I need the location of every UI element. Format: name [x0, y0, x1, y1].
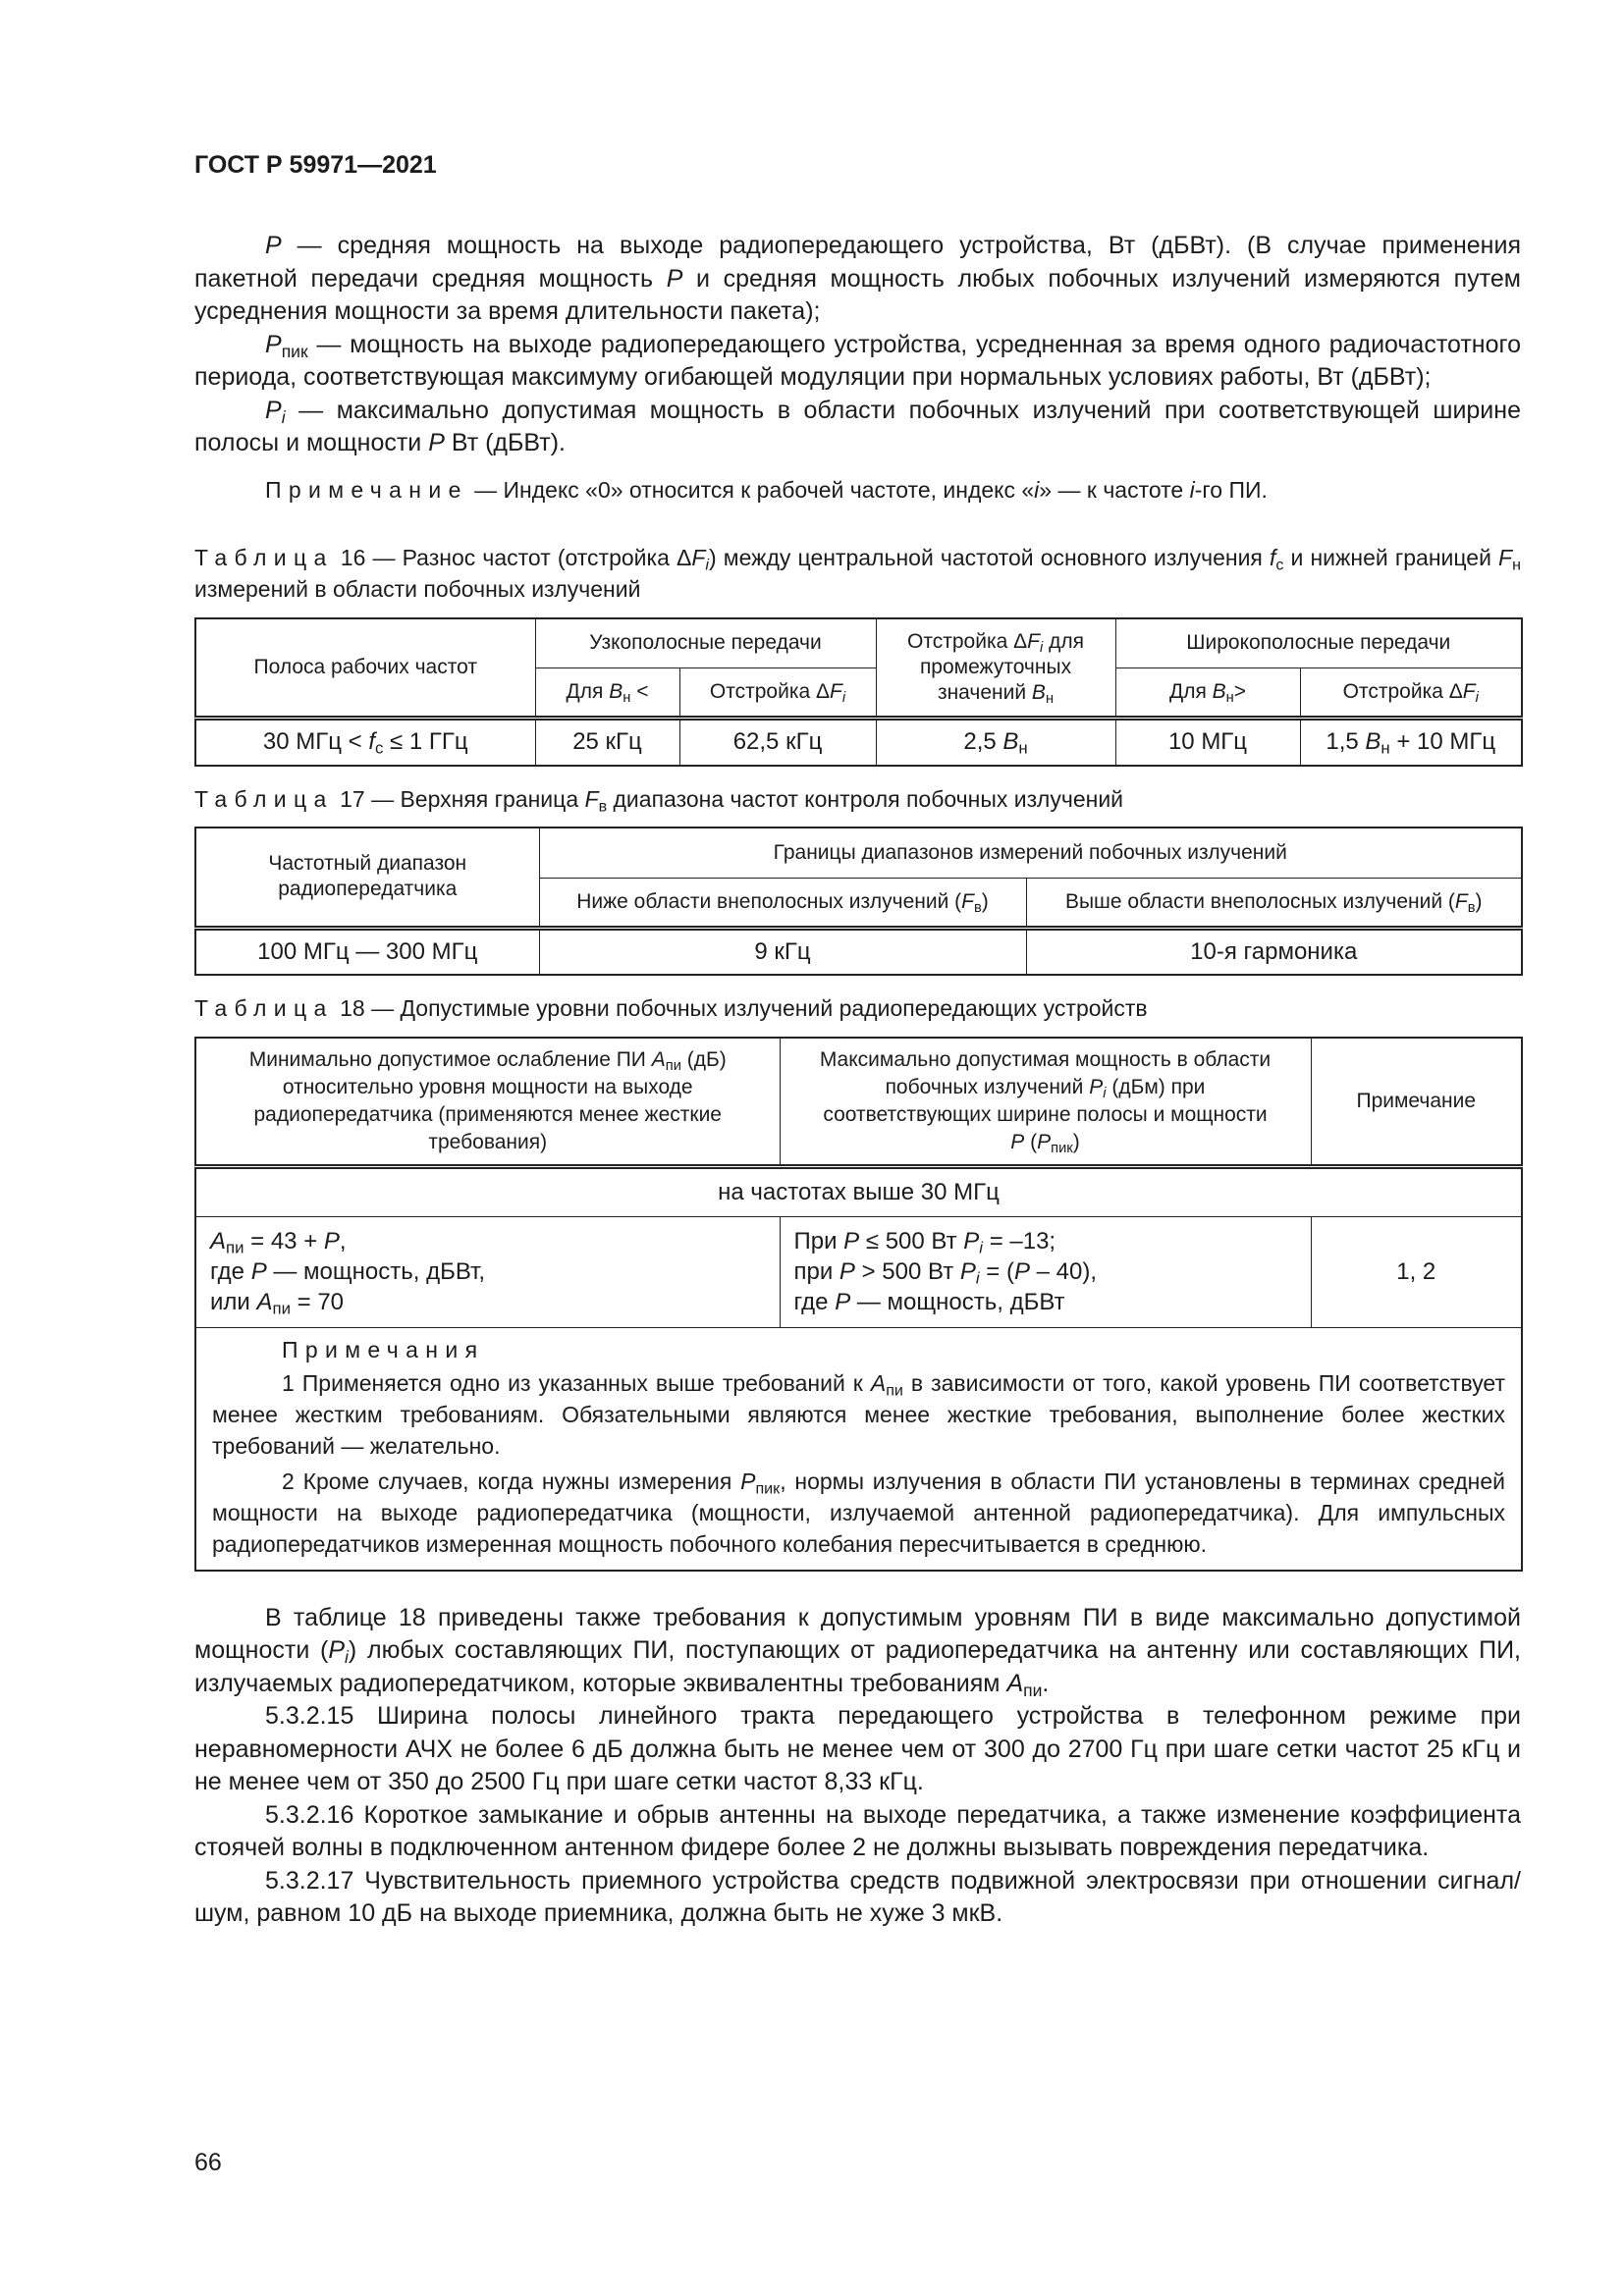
- t18-max-power-line: При P ≤ 500 Вт $P_i = -13$;: [793, 1228, 1056, 1257]
- table-header-row: [195, 1038, 1522, 1167]
- subscript: i: [979, 1238, 984, 1257]
- subscript: пик: [281, 341, 308, 361]
- definition-p: P — средняя мощность на выходе радиопередающего устройства, Вт (дБВт). (В случае применения пакетной передачи средняя мощность P и средняя мощность любых побочных излучений измеряются путем усреднения мощности за время длительности пакета);: [194, 232, 1521, 325]
- t17-cell-below: 9 кГц: [539, 928, 1026, 975]
- subscript: н: [1225, 689, 1234, 706]
- math-symbol: P: [666, 264, 683, 293]
- math-symbol: F: [961, 889, 974, 913]
- subscript: i: [1040, 639, 1044, 656]
- t16-header-intermediate: Отстройка $\Delta F_i$ для промежуточных значений $B_н$: [876, 618, 1115, 719]
- math-symbol: A: [870, 1369, 887, 1396]
- document-page: [194, 0, 1521, 1931]
- math-symbol: i: [1034, 476, 1040, 503]
- t17-header-below: Ниже области внеполосных излучений $(F_в)$: [539, 878, 1026, 928]
- math-symbol: F: [830, 679, 842, 703]
- t18-cell-remark: 1, 2: [1311, 1216, 1522, 1327]
- math-symbol: P: [835, 1289, 851, 1315]
- clause-5-3-2-17: 5.3.2.17 Чувствительность приемного устройства средств подвижной электросвязи при отношении сигнал/шум, равном 10 дБ на выходе приемника, должна быть не хуже 3 мкВ.: [194, 1866, 1521, 1927]
- t17-header-bounds: Границы диапазонов измерений побочных излучений: [539, 828, 1522, 879]
- subscript: в: [973, 899, 982, 916]
- subscript: в: [1467, 899, 1476, 916]
- subscript: н: [623, 689, 631, 706]
- math-symbol: P: [323, 1228, 340, 1255]
- subscript: i: [705, 556, 709, 573]
- math-symbol: B: [1365, 728, 1381, 755]
- math-symbol: P: [265, 232, 282, 259]
- math-symbol: P: [1089, 1075, 1104, 1098]
- t18-note-1: 1 Применяется одно из указанных выше требований к $A_{пи}$ в зависимости от того, какой уровень ПИ соответствует менее жестким требованиям. Обязательными являются менее жесткие требования, выполнение более жестких требований — желательно.: [212, 1369, 1505, 1459]
- t18-header-max-power: Максимально допустимая мощность в области побочных излучений $P_i$ (дБм) при соответствующих ширине полосы и мощности P $(P_{пик})$: [780, 1038, 1311, 1167]
- t16-cell-intermediate: 2,5 $B_н$: [876, 718, 1115, 766]
- math-symbol: B: [609, 679, 623, 703]
- t18-header-remark: Примечание: [1311, 1038, 1522, 1167]
- t18-attenuation-line: $A_{пи} = 43 + P$,: [210, 1228, 347, 1257]
- math-symbol: P: [1037, 1130, 1052, 1153]
- math-symbol: F: [584, 785, 599, 812]
- table-header-row: [195, 618, 1522, 668]
- t18-cell-max-power: [780, 1216, 1311, 1327]
- math-symbol: P: [959, 1258, 976, 1285]
- table-row: [195, 1327, 1522, 1571]
- t18-attenuation-line: или $A_{пи} = 70$: [210, 1289, 345, 1318]
- math-symbol: P: [265, 330, 282, 358]
- math-symbol: F: [1454, 889, 1468, 913]
- definitions-list: [194, 230, 1521, 460]
- t18-note-2: 2 Кроме случаев, когда нужны измерения $P_{пик}$, нормы излучения в области ПИ установлены в терминах средней мощности на выходе радиопередатчика (мощности, излучаемой антенной радиопередатчика). Для импульсных радиопередатчиков измеренная мощность побочного колебания пересчитывается в среднюю.: [212, 1468, 1506, 1557]
- spaced-label: Таблица: [194, 994, 334, 1021]
- table-16-caption: Таблица 16 — Разнос частот (отстройка $\Delta F_i$) между центральной частотой основного излучения $f_с$ и нижней границей $F_н$ измерений в области побочных излучений: [194, 544, 1521, 602]
- note-index: Примечание — Индекс «0» относится к рабочей частоте, индекс «i» — к частоте i-го ПИ.: [265, 476, 1268, 503]
- subscript: пи: [665, 1057, 681, 1074]
- t16-cell-wide-bw: 10 МГц: [1115, 718, 1300, 766]
- subscript: н: [1045, 690, 1055, 707]
- t16-header-narrow-offset: Отстройка $\Delta F_i$: [679, 667, 876, 718]
- math-symbol: A: [651, 1047, 666, 1071]
- math-symbol: P: [328, 1636, 346, 1664]
- spaced-label: Таблица: [194, 544, 334, 570]
- subscript: с: [1275, 556, 1284, 573]
- t16-header-wide-offset: Отстройка $\Delta F_i$: [1300, 667, 1522, 718]
- subscript: н: [1380, 738, 1390, 758]
- t16-cell-band: 30 МГц < $f_с \le 1$ ГГц: [195, 718, 535, 766]
- page-number: 66: [194, 2149, 222, 2176]
- t16-header-wide-bw: Для $B_н>$: [1115, 667, 1300, 718]
- math-symbol: B: [1212, 679, 1226, 703]
- math-symbol: B: [1031, 680, 1046, 704]
- table-row: [195, 1166, 1522, 1216]
- subscript: i: [281, 406, 286, 427]
- table-18-caption: Таблица 18 — Допустимые уровни побочных излучений радиопередающих устройств: [194, 994, 1148, 1021]
- clause-5-3-2-16: 5.3.2.16 Короткое замыкание и обрыв антенны на выходе передатчика, а также изменение коэффициента стоячей волны в подключенном антенном фидере более 2 не должны вызывать повреждения передатчика.: [194, 1800, 1521, 1861]
- math-symbol: F: [1462, 679, 1476, 703]
- t18-notes-title: Примечания: [282, 1336, 485, 1362]
- t18-max-power-line: где P — мощность, дБВт: [793, 1289, 1065, 1315]
- math-symbol: P: [1013, 1258, 1030, 1285]
- t18-max-power-line: при P > 500 Вт $P_i = (P - 40)$,: [793, 1258, 1098, 1288]
- t18-header-attenuation: Минимально допустимое ослабление ПИ $A_{пи}$ (дБ) относительно уровня мощности на выходе радиопередатчика (применяются менее жесткие требования): [195, 1038, 780, 1167]
- math-symbol: P: [843, 1228, 860, 1255]
- table-row: [195, 718, 1522, 766]
- t16-cell-wide-offset: 1,5 $B_н + 10$ МГц: [1300, 718, 1522, 766]
- math-symbol: P: [250, 1258, 267, 1285]
- paragraph-table-18-summary: В таблице 18 приведены также требования к допустимым уровням ПИ в виде максимально допустимой мощности $(P_i)$ любых составляющих ПИ, поступающих от радиопередатчика на антенну или составляющих ПИ, излучаемых радиопередатчиком, которые эквивалентны требованиям $A_{пи}$.: [194, 1603, 1521, 1700]
- subscript: i: [345, 1646, 349, 1667]
- table-row: [195, 928, 1522, 975]
- subscript: i: [1103, 1085, 1107, 1101]
- t17-cell-range: 100 МГц — 300 МГц: [195, 928, 539, 975]
- table-row: [195, 1216, 1522, 1327]
- t17-cell-above: 10-я гармоника: [1026, 928, 1522, 975]
- t17-header-range: Частотный диапазон радиопередатчика: [195, 828, 539, 929]
- body-paragraphs: [194, 1602, 1521, 1931]
- subscript: пи: [1023, 1680, 1043, 1700]
- subscript: в: [598, 797, 608, 815]
- math-symbol: F: [691, 544, 706, 570]
- math-symbol: f: [368, 728, 375, 755]
- table-17-caption: Таблица 17 — Верхняя граница $F_в$ диапазона частот контроля побочных излучений: [194, 785, 1124, 815]
- t18-attenuation-line: где P — мощность, дБВт,: [210, 1258, 486, 1285]
- table-17: [194, 827, 1523, 976]
- subscript: н: [1512, 556, 1521, 573]
- subscript: пик: [755, 1479, 781, 1497]
- math-symbol: i: [1189, 476, 1195, 503]
- subscript: пи: [272, 1299, 291, 1318]
- table-header-row: [195, 828, 1522, 879]
- t18-notes: [195, 1327, 1522, 1571]
- math-symbol: A: [1006, 1669, 1024, 1697]
- spaced-label: Примечание: [265, 476, 468, 503]
- definition-p-peak: $P_{пик}$ — мощность на выходе радиопередающего устройства, усредненная за время одного радиочастотного периода, соответствующая максимуму огибающей модуляции при нормальных условиях работы, Вт (дБВт);: [194, 330, 1521, 391]
- math-symbol: P: [740, 1468, 756, 1494]
- subscript: пи: [886, 1381, 903, 1399]
- clause-5-3-2-15: 5.3.2.15 Ширина полосы линейного тракта передающего устройства в телефонном режиме при неравномерности АЧХ не более 6 дБ должна быть не менее чем от 300 до 2700 Гц при шаге сетки частот 25 кГц и не менее чем от 350 до 2500 Гц при шаге сетки частот 8,33 кГц.: [194, 1702, 1521, 1795]
- math-symbol: A: [210, 1228, 227, 1255]
- math-symbol: A: [256, 1289, 273, 1315]
- t18-frequency-span-row: на частотах выше 30 МГц: [195, 1166, 1522, 1216]
- t18-cell-attenuation: [195, 1216, 780, 1327]
- definition-p-i: $P_i$ — максимально допустимая мощность в области побочных излучений при соответствующей ширине полосы и мощности P Вт (дБВт).: [194, 396, 1521, 456]
- t16-header-narrowband: Узкополосные передачи: [535, 618, 876, 668]
- t16-header-narrow-bw: Для $B_н$ <: [535, 667, 679, 718]
- subscript: н: [1018, 738, 1028, 758]
- subscript: i: [841, 689, 846, 706]
- subscript: с: [374, 738, 384, 758]
- math-symbol: F: [1027, 629, 1040, 653]
- math-symbol: P: [265, 396, 282, 424]
- subscript: пи: [226, 1238, 244, 1257]
- subscript: i: [975, 1268, 980, 1288]
- math-symbol: f: [1269, 544, 1276, 570]
- math-symbol: P: [963, 1228, 980, 1255]
- table-16: [194, 617, 1523, 767]
- math-symbol: P: [839, 1258, 855, 1285]
- math-symbol: P: [428, 429, 445, 456]
- math-symbol: P: [1010, 1130, 1025, 1153]
- t16-cell-narrow-bw: 25 кГц: [535, 718, 679, 766]
- t16-header-band: Полоса рабочих частот: [195, 618, 535, 719]
- table-18: [194, 1037, 1523, 1572]
- spaced-label: Таблица: [194, 785, 334, 812]
- t16-cell-narrow-offset: 62,5 кГц: [679, 718, 876, 766]
- subscript: пик: [1051, 1140, 1073, 1156]
- math-symbol: F: [1498, 544, 1513, 570]
- document-code: ГОСТ Р 59971—2021: [194, 151, 437, 179]
- subscript: i: [1475, 689, 1479, 706]
- t16-header-wideband: Широкополосные передачи: [1115, 618, 1522, 668]
- t17-header-above: Выше области внеполосных излучений $(F_в)$: [1026, 878, 1522, 928]
- math-symbol: B: [1002, 728, 1019, 755]
